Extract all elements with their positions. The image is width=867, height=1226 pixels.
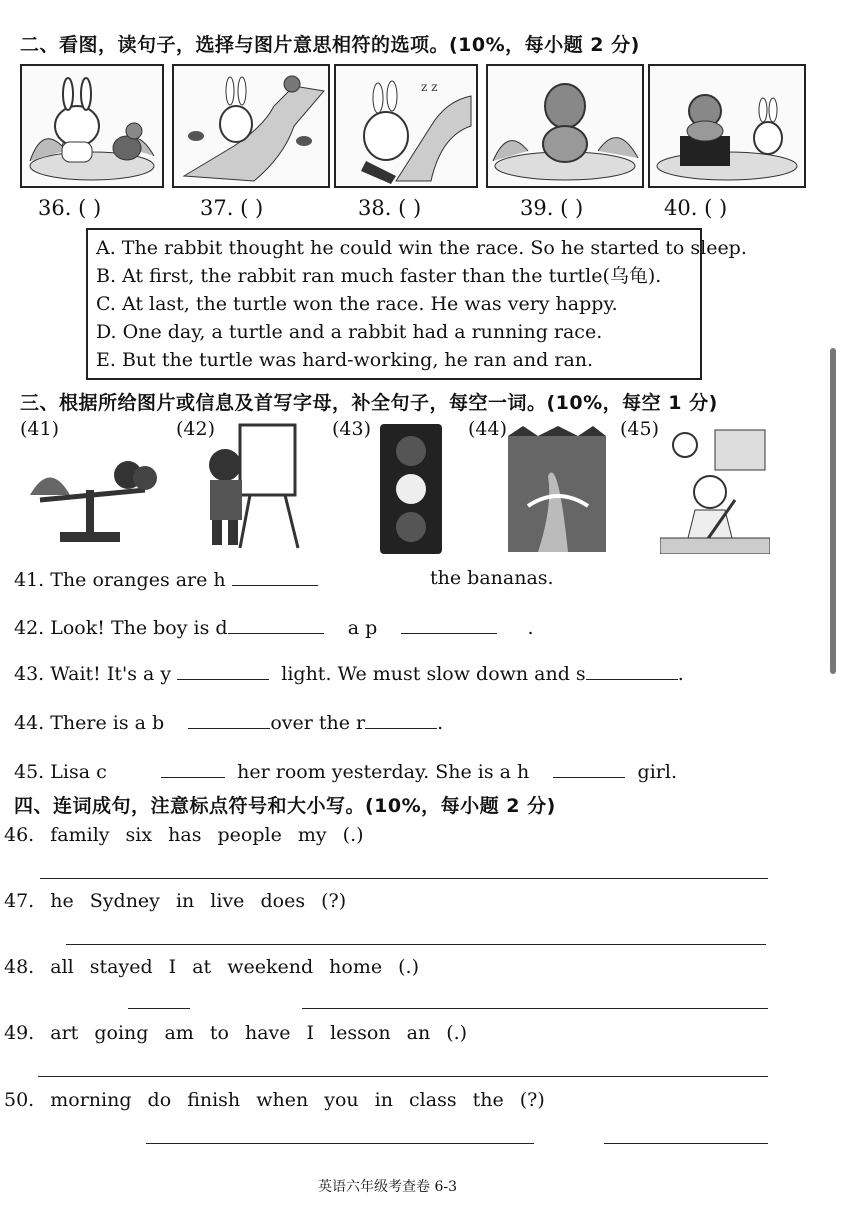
answer-line-50-b[interactable] bbox=[604, 1143, 768, 1144]
question-50: 50. morning do finish when you in class the (?) bbox=[4, 1089, 545, 1111]
picture-39 bbox=[486, 64, 644, 188]
q45-text-a: 45. Lisa c bbox=[14, 761, 107, 783]
answer-38[interactable]: 38. ( ) bbox=[358, 196, 422, 220]
scale-fruit-icon bbox=[20, 440, 160, 550]
rabbit-running-icon bbox=[174, 66, 328, 186]
picture-label-45: (45) bbox=[620, 418, 660, 440]
section-3-title: 三、根据所给图片或信息及首写字母，补全句子，每空一词。(10%，每空 1 分) bbox=[20, 392, 718, 414]
boy-drawing-icon bbox=[200, 420, 310, 550]
q44-text-a: 44. There is a b bbox=[14, 712, 165, 734]
answer-37[interactable]: 37. ( ) bbox=[200, 196, 264, 220]
question-47: 47. he Sydney in live does (?) bbox=[4, 890, 347, 912]
q45-blank-1[interactable] bbox=[161, 759, 225, 778]
answer-40[interactable]: 40. ( ) bbox=[664, 196, 728, 220]
question-48: 48. all stayed I at weekend home (.) bbox=[4, 956, 420, 978]
picture-44 bbox=[508, 426, 606, 552]
picture-label-41: (41) bbox=[20, 418, 60, 440]
rabbit-and-turtle-icon bbox=[22, 66, 162, 186]
q42-text-b: a p bbox=[347, 617, 378, 639]
question-41 bbox=[14, 567, 318, 591]
section-4-title: 四、连词成句，注意标点符号和大小写。(10%，每小题 2 分) bbox=[14, 795, 556, 817]
q43-text-a: 43. Wait! It's a y bbox=[14, 663, 172, 685]
picture-38 bbox=[334, 64, 478, 188]
picture-36 bbox=[20, 64, 164, 188]
picture-41 bbox=[20, 440, 160, 550]
section-2-title: 二、看图，读句子，选择与图片意思相符的选项。(10%，每小题 2 分) bbox=[20, 34, 640, 56]
page-footer: 英语六年级考查卷 6-3 bbox=[318, 1179, 457, 1195]
svg-text:z z: z z bbox=[421, 80, 438, 94]
q42-text-a: 42. Look! The boy is d bbox=[14, 617, 228, 639]
question-43 bbox=[14, 661, 684, 685]
question-45 bbox=[14, 759, 677, 783]
q42-blank-1[interactable] bbox=[228, 615, 324, 634]
q43-text-c: . bbox=[677, 663, 684, 685]
q42-text-c: . bbox=[527, 617, 534, 639]
q43-text-b: light. We must slow down and s bbox=[281, 663, 586, 685]
answer-36[interactable]: 36. ( ) bbox=[38, 196, 102, 220]
bridge-river-icon bbox=[508, 426, 606, 552]
picture-45 bbox=[660, 420, 770, 554]
answer-line-48-a[interactable] bbox=[128, 1008, 190, 1009]
scrollbar-thumb[interactable] bbox=[830, 348, 836, 674]
q43-blank-1[interactable] bbox=[177, 661, 269, 680]
picture-40 bbox=[648, 64, 806, 188]
picture-37 bbox=[172, 64, 330, 188]
answer-line-50-a[interactable] bbox=[146, 1143, 534, 1144]
rabbit-sleeping-icon bbox=[336, 66, 476, 186]
question-46: 46. family six has people my (.) bbox=[4, 824, 364, 846]
q41-blank-1[interactable] bbox=[232, 567, 318, 586]
option-d: D. One day, a turtle and a rabbit had a running race. bbox=[96, 321, 603, 343]
q41-text-b: the bananas. bbox=[430, 567, 554, 589]
picture-42 bbox=[200, 420, 310, 550]
q44-blank-2[interactable] bbox=[365, 710, 437, 729]
picture-label-43: (43) bbox=[332, 418, 372, 440]
answer-line-49[interactable] bbox=[38, 1076, 768, 1077]
question-44 bbox=[14, 710, 443, 734]
picture-43 bbox=[380, 424, 442, 554]
question-49: 49. art going am to have I lesson an (.) bbox=[4, 1022, 468, 1044]
q43-blank-2[interactable] bbox=[586, 661, 678, 680]
q45-blank-2[interactable] bbox=[553, 759, 625, 778]
q41-text-a: 41. The oranges are h bbox=[14, 569, 226, 591]
option-a: A. The rabbit thought he could win the race. So he started to sleep. bbox=[96, 237, 747, 259]
turtle-running-icon bbox=[488, 66, 642, 186]
q45-text-b: her room yesterday. She is a h bbox=[237, 761, 530, 783]
q45-text-c: girl. bbox=[637, 761, 677, 783]
q44-text-b: over the r bbox=[270, 712, 366, 734]
q44-blank-1[interactable] bbox=[188, 710, 270, 729]
question-42 bbox=[14, 615, 534, 639]
answer-line-48-b[interactable] bbox=[302, 1008, 768, 1009]
option-b: B. At first, the rabbit ran much faster than the turtle(乌龟). bbox=[96, 265, 662, 287]
options-box bbox=[86, 228, 747, 380]
q42-blank-2[interactable] bbox=[401, 615, 497, 634]
picture-label-44: (44) bbox=[468, 418, 508, 440]
answer-line-46[interactable] bbox=[40, 878, 768, 879]
picture-label-42: (42) bbox=[176, 418, 216, 440]
q44-text-c: . bbox=[437, 712, 444, 734]
turtle-winning-icon bbox=[650, 66, 804, 186]
answer-line-47[interactable] bbox=[66, 944, 766, 945]
traffic-light-icon bbox=[380, 424, 442, 554]
option-e: E. But the turtle was hard-working, he ran and ran. bbox=[96, 349, 594, 371]
answer-39[interactable]: 39. ( ) bbox=[520, 196, 584, 220]
option-c: C. At last, the turtle won the race. He was very happy. bbox=[96, 293, 618, 315]
girl-cleaning-icon bbox=[660, 420, 770, 554]
